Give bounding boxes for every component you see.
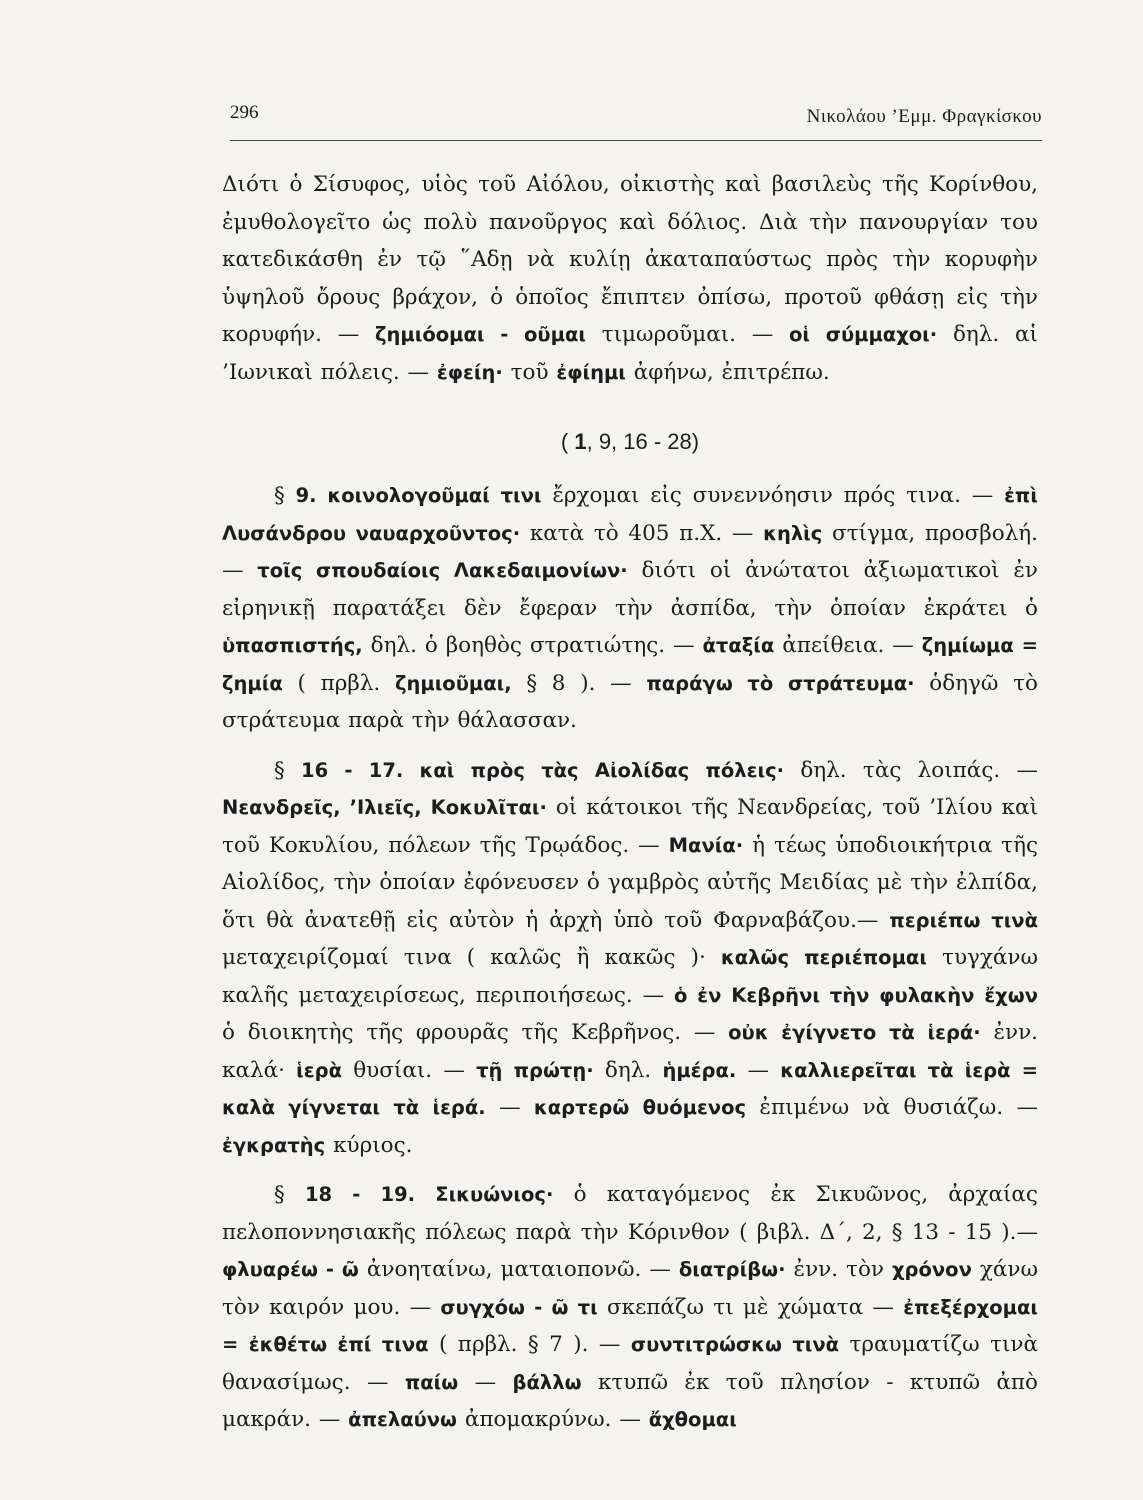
section-9-paragraph <box>222 477 1038 740</box>
text-run: κύριος. <box>333 1132 413 1158</box>
page-body <box>222 166 1038 1439</box>
lemma: παίω <box>404 1370 459 1394</box>
lemma: ἐφίημι <box>556 360 626 384</box>
lemma: καλλιερεῖται τὰ ἱερὰ = καλὰ γίγνεται τὰ ἱερά. <box>222 1058 1039 1119</box>
text-run: ἔρχομαι εἰς συνεννόησιν πρός τινα. — <box>552 483 994 508</box>
lemma: ἐφείη· <box>436 360 503 384</box>
lemma: ἐγκρατὴς <box>222 1133 326 1157</box>
lemma: καρτερῶ θυόμενος <box>533 1096 747 1119</box>
lemma: ζημίωμα = ζημία <box>222 634 1038 695</box>
text-run: διότι οἱ ἀνώτατοι ἀξιωματικοὶ ἐν εἰρηνικῇ παρατάξει δὲν ἔφεραν τὴν ἀσπίδα, τὴν ὁποίαν ἐκράτει ὁ <box>222 558 1038 621</box>
text-run: δηλ. <box>604 1057 652 1083</box>
text-run: τιμωροῦμαι. — <box>601 322 774 347</box>
text-run: δηλ. ὁ βοηθὸς στρατιώτης. — <box>370 633 695 658</box>
page-header <box>230 100 1042 141</box>
text-run: ὁ διοικητὴς τῆς φρουρᾶς τῆς Κεβρῆνος. — <box>222 1020 716 1045</box>
lemma: ζημιοῦμαι, <box>394 671 512 695</box>
lemma: τῇ πρώτῃ· <box>476 1058 594 1082</box>
lemma: ἐπεξέρχομαι = ἐκθέτω ἐπί τινα <box>222 1295 1039 1356</box>
text-run: Διότι ὁ Σίσυφος, υἱὸς τοῦ Αἰόλου, οἰκιστὴς καὶ βασιλεὺς τῆς Κορίνθου, ἐμυθολογεῖτο ὡς πολὺ πανοῦργος καὶ δόλιος. Διὰ τὴν πανουργίαν του κατεδικάσθη ἐν τῷ ῞Αδῃ νὰ κυλίῃ ἀκαταπαύστως πρὸς τὴν κορυφὴν ὑψηλοῦ ὄρους βράχον, ὁ ὁποῖος ἔπιπτεν ὀπίσω, προτοῦ φθάσῃ εἰς τὴν κορυφήν. — <box>222 172 1038 347</box>
text-run: — <box>499 1095 521 1120</box>
text-run: ἀπομακρύνω. — <box>464 1407 641 1432</box>
lemma: Νεανδρεῖς, ’Ιλιεῖς, Κοκυλῖται· <box>222 796 547 819</box>
lemma: συντιτρώσκω τινὰ <box>630 1333 840 1356</box>
lemma: ζημιόομαι - οῦμαι <box>375 323 586 346</box>
lemma: συγχόω - ῶ τι <box>440 1295 598 1319</box>
lemma: φλυαρέω - ῶ <box>222 1258 359 1281</box>
section-sign: § <box>274 483 285 508</box>
text-run: κτυπῶ ἐκ τοῦ πλησίον - κτυπῶ ἀπὸ μακράν. — <box>222 1369 1038 1432</box>
lemma: διατρίβω· <box>678 1258 786 1281</box>
text-run: τυγχάνω καλῆς μεταχειρίσεως, περιποιήσεως. — <box>222 945 1039 1008</box>
ref-paren: ) <box>691 429 700 454</box>
text-run: ἐπιμένω νὰ θυσιάζω. — <box>759 1095 1039 1120</box>
lemma: οὐκ ἐγίγνετο τὰ ἱερά· <box>728 1021 981 1044</box>
text-run: ὁ καταγόμενος ἐκ Σικυῶνος, ἀρχαίας πελοποννησιακῆς πόλεως παρὰ τὴν Κόρινθον ( βιβλ. Δ΄, 2, § 13 - 15 ).— <box>222 1182 1038 1245</box>
lemma: κηλὶς <box>763 521 823 545</box>
lemma: 18 - 19. Σικυώνιος· <box>304 1183 554 1206</box>
lemma: περιέπω τινὰ <box>889 908 1038 932</box>
ref-paren: ( <box>560 429 569 454</box>
text-run: οἱ κάτοικοι τῆς Νεανδρείας, τοῦ ’Ιλίου καὶ τοῦ Κοκυλίου, πόλεων τῆς Τρῳάδος. — <box>222 795 1038 858</box>
passage-reference <box>222 424 1038 460</box>
text-run: ἡ τέως ὑποδιοικήτρια τῆς Αἰολίδος, τὴν ὁποίαν ἐφόνευσεν ὁ γαμβρὸς αὐτῆς Μειδίας μὲ τὴν ἐλπίδα, ὅτι θὰ ἀνατεθῇ εἰς αὐτὸν ἡ ἀρχὴ ὑπὸ τοῦ Φαρναβάζου.— <box>222 832 1038 933</box>
text-run: ( πρβλ. § 7 ). — <box>438 1332 621 1357</box>
lemma: ἀπελαύνω <box>348 1408 457 1431</box>
text-run: σκεπάζω τι μὲ χώματα — <box>606 1294 894 1320</box>
text-run: ἐνν. καλά· <box>222 1020 1038 1083</box>
text-run: ἐνν. τὸν <box>793 1257 884 1282</box>
lemma: ἀταξία <box>702 634 775 657</box>
lemma: τοῖς σπουδαίοις Λακεδαιμονίων· <box>257 559 628 582</box>
lemma: 16 - 17. καὶ πρὸς τὰς Αἰολίδας πόλεις· <box>301 758 785 782</box>
text-run: — <box>474 1369 497 1395</box>
text-run: θυσίαι. — <box>353 1057 465 1083</box>
lemma: βάλλω <box>512 1370 582 1394</box>
lemma: χρόνον <box>891 1258 972 1281</box>
text-run: τραυματίζω τινὰ θανασίμως. — <box>222 1332 1038 1395</box>
lemma: Μανία· <box>668 833 744 857</box>
text-run: ὁδηγῶ τὸ στράτευμα παρὰ τὴν θάλασσαν. <box>222 670 1038 733</box>
lemma: ἐπὶ Λυσάνδρου ναυαρχοῦντος· <box>222 484 1038 545</box>
text-run: στίγμα, προσβολή. — <box>222 520 1038 583</box>
text-run: δηλ. τὰς λοιπάς. — <box>800 757 1038 783</box>
text-run: — <box>747 1057 770 1083</box>
ref-lines: , 9, 16 - 28 <box>586 429 692 454</box>
text-run: ἀνοηταίνω, ματαιοπονῶ. — <box>366 1257 671 1282</box>
text-run: δηλ. αἱ ’Ιωνικαὶ πόλεις. — <box>222 322 1038 385</box>
lemma: ἱερὰ <box>296 1058 342 1082</box>
text-run: ἀπείθεια. — <box>782 633 914 658</box>
text-run: μεταχειρίζομαί τινα ( καλῶς ἢ κακῶς )· <box>222 945 706 970</box>
lemma: ἡμέρα. <box>662 1058 737 1082</box>
ref-book: 1 <box>574 429 587 454</box>
running-head: Νικολάου ’Εμμ. Φραγκίσκου <box>806 106 1042 127</box>
lemma: καλῶς περιέπομαι <box>720 946 927 969</box>
text-run: § 8 ). — <box>526 670 632 696</box>
lemma: παράγω τὸ στράτευμα· <box>646 671 915 695</box>
section-sign: § <box>274 757 285 783</box>
text-run: ἀφήνω, ἐπιτρέπω. <box>633 359 830 385</box>
text-run: ( πρβλ. <box>297 670 381 696</box>
text-run: κατὰ τὸ 405 π.Χ. — <box>529 520 754 546</box>
section-sign: § <box>274 1182 285 1207</box>
text-run: χάνω τὸν καιρόν μου. — <box>222 1257 1039 1320</box>
lemma: 9. κοινολογοῦμαί τινι <box>295 484 542 507</box>
lemma: ἄχθομαι <box>648 1408 737 1431</box>
lemma: οἱ σύμμαχοι· <box>789 323 938 346</box>
lemma: ὁ ἐν Κεβρῆνι τὴν φυλακὴν ἔχων <box>674 983 1038 1007</box>
section-16-17-paragraph <box>222 752 1038 1165</box>
lemma: ὑπασπιστής, <box>222 634 363 657</box>
section-18-19-paragraph <box>222 1176 1038 1439</box>
page-number: 296 <box>230 102 259 123</box>
intro-paragraph <box>222 166 1038 391</box>
text-run: τοῦ <box>510 359 549 385</box>
